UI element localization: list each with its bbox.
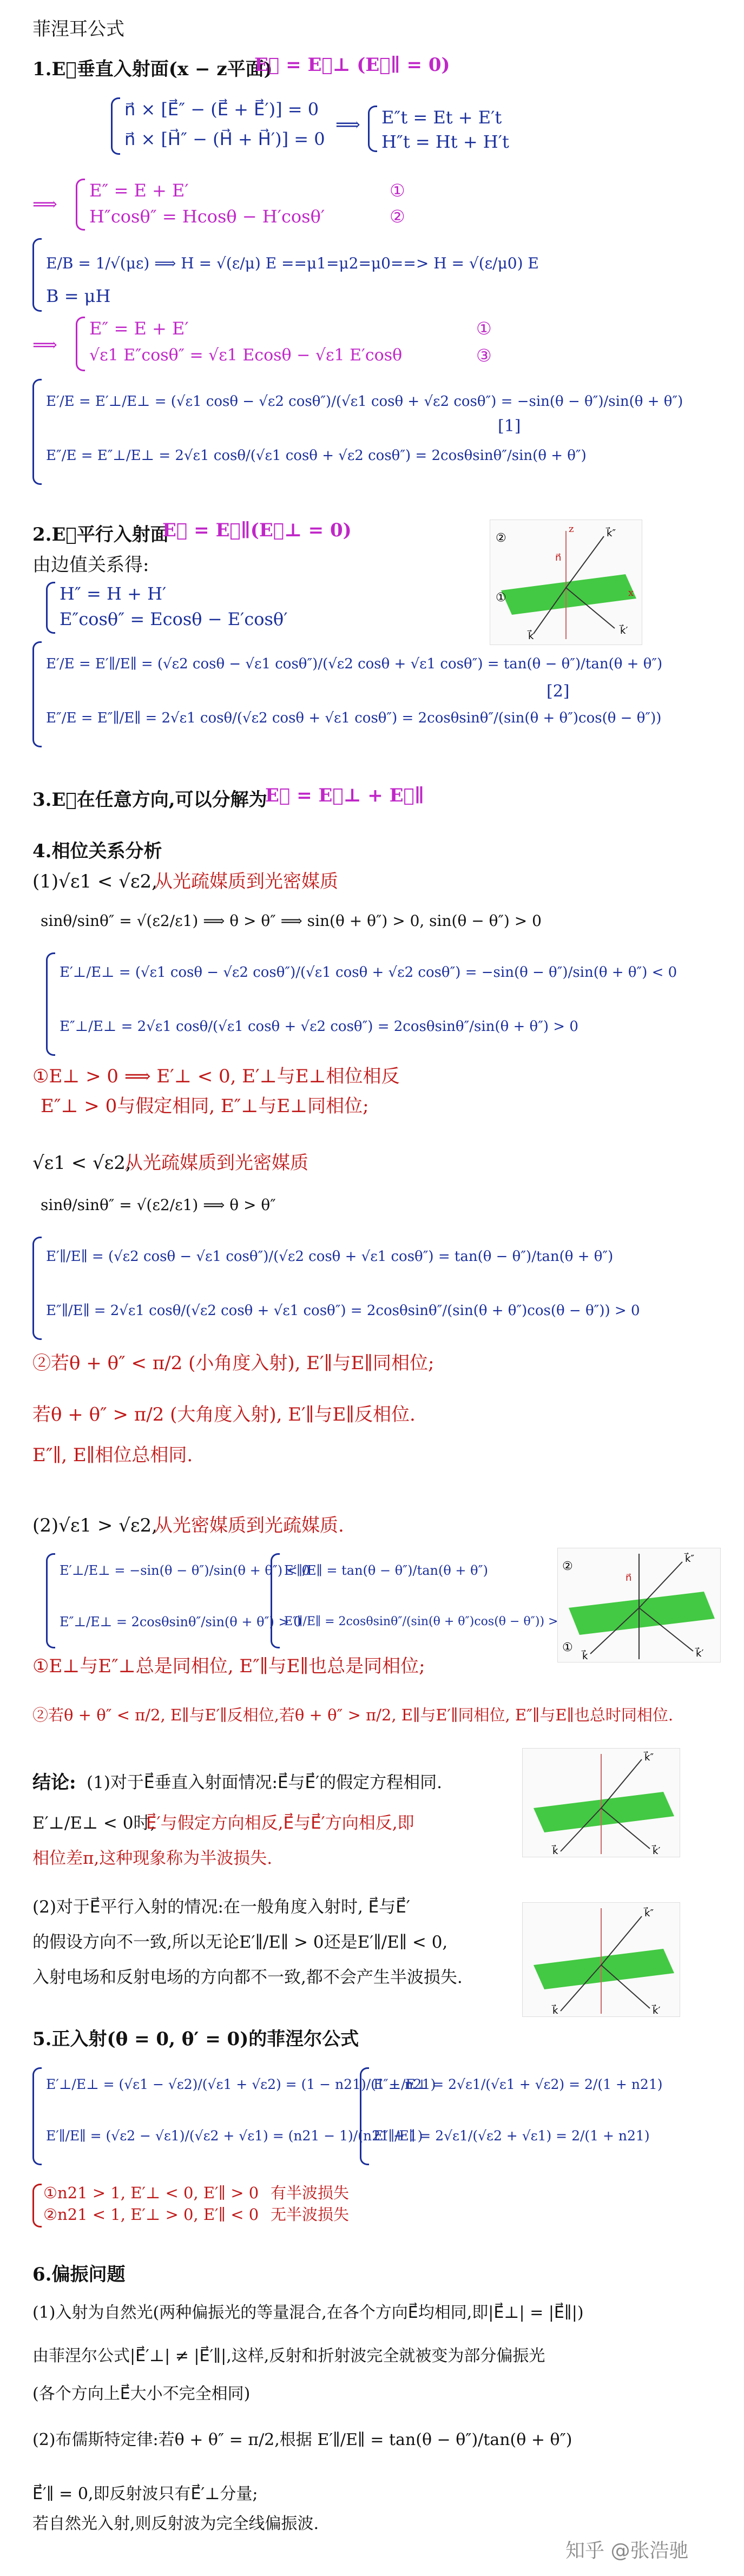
x-axis-label: x	[628, 587, 634, 599]
paragraph: 若自然光入射,则反射波为完全线偏振波.	[32, 2514, 319, 2533]
equation: E″⊥/E⊥ = 2√ε1/(√ε1 + √ε2) = 2/(1 + n21)	[373, 2076, 663, 2092]
fresnel-equation: E′/E = E′∥/E∥ = (√ε2 cosθ − √ε1 cosθ″)/(√ε2 cosθ + √ε1 cosθ″) = tan(θ − θ″)/tan(θ + θ″)	[46, 656, 663, 672]
conclusion-text: (1)对于E⃗垂直入射面情况:E⃗与E⃗′的假定方程相同.	[87, 1773, 443, 1792]
paragraph: (各个方向上E⃗大小不完全相同)	[32, 2384, 251, 2403]
section-3-equation: E⃗ = E⃗⊥ + E⃗∥	[265, 785, 424, 806]
section-5-heading: 5.正入射(θ = 0, θ′ = 0)的菲涅尔公式	[32, 2028, 359, 2050]
note: 无半波损失	[271, 2205, 350, 2224]
equation: H″ = H + H′	[60, 583, 167, 604]
equation: sinθ/sinθ″ = √(ε2/ε1) ⟹ θ > θ″	[41, 1196, 276, 1214]
k1-label: k⃗′	[696, 1648, 704, 1659]
equation: E′∥/E∥ = tan(θ − θ″)/tan(θ + θ″)	[284, 1563, 488, 1578]
equation: E″⊥/E⊥ = 2√ε1 cosθ/(√ε1 cosθ + √ε2 cosθ″) = 2cosθsinθ″/sin(θ + θ″) > 0	[60, 1018, 578, 1035]
section-4-heading: 4.相位关系分析	[32, 840, 162, 862]
note: ①E⊥ > 0 ⟹ E′⊥ < 0, E′⊥与E⊥相位相反	[32, 1066, 400, 1087]
equation: E″⊥/E⊥ = 2cosθsinθ″/sin(θ + θ″) > 0	[60, 1614, 302, 1629]
k1-label: k⃗′	[653, 1845, 661, 1857]
reference-label: [2]	[547, 682, 570, 701]
equation: sinθ/sinθ″ = √(ε2/ε1) ⟹ θ > θ″ ⟹ sin(θ + θ″) > 0, sin(θ − θ″) > 0	[41, 912, 542, 930]
k2-label: k⃗″	[644, 1752, 654, 1763]
reflection-diagram	[522, 1902, 680, 2017]
equation: E′⊥/E⊥ = (√ε1 cosθ − √ε2 cosθ″)/(√ε1 cosθ + √ε2 cosθ″) = −sin(θ − θ″)/sin(θ + θ″) < 0	[60, 964, 677, 981]
brace	[32, 2067, 42, 2165]
medium-1-label: ①	[562, 1641, 573, 1654]
note: 有半波损失	[271, 2184, 350, 2202]
conclusion-label: 结论:	[32, 1772, 76, 1793]
section-2-heading: 2.E⃗平行入射面	[32, 524, 169, 546]
equation-mark: ①	[476, 318, 492, 339]
fresnel-equation: E″/E = E″⊥/E⊥ = 2√ε1 cosθ/(√ε1 cosθ + √ε2 cosθ″) = 2cosθsinθ″/sin(θ + θ″)	[46, 448, 587, 464]
equation: E″t = Et + E′t	[381, 107, 502, 128]
equation: H″t = Ht + H′t	[381, 132, 509, 152]
note: ②若θ + θ″ < π/2, E∥与E′∥反相位,若θ + θ″ > π/2, E∥与E′∥同相位, E″∥与E∥也总时同相位.	[32, 1706, 674, 1724]
normal-label: n⃗	[555, 552, 562, 563]
conclusion-text: 的假设方向不一致,所以无论E′∥/E∥ > 0还是E′∥/E∥ < 0,	[32, 1933, 448, 1952]
equation: E″cosθ″ = Ecosθ − E′cosθ′	[60, 609, 288, 629]
k2-label: k⃗″	[644, 1908, 654, 1919]
section-3-heading: 3.E⃗在任意方向,可以分解为	[32, 789, 267, 811]
equation: H″cosθ″ = Hcosθ − H′cosθ′	[89, 206, 325, 227]
boundary-text: 由边值关系得:	[32, 554, 149, 576]
brace	[32, 2184, 42, 2227]
equation: n⃗ × [H⃗″ − (H⃗ + H⃗′)] = 0	[124, 129, 325, 149]
k2-label: k⃗″	[607, 528, 616, 539]
brace	[111, 97, 120, 155]
equation-mark: ③	[476, 345, 492, 366]
conclusion-text: E⃗′与假定方向相反,E⃗与E⃗′方向相反,即	[146, 1813, 414, 1833]
section-1-condition: E⃗ = E⃗⊥ (E⃗∥ = 0)	[254, 54, 450, 76]
k2-label: k⃗″	[685, 1553, 695, 1565]
note: E″∥, E∥相位总相同.	[32, 1444, 193, 1466]
medium-1-label: ①	[496, 591, 506, 604]
note: ②若θ + θ″ < π/2 (小角度入射), E′∥与E∥同相位;	[32, 1352, 434, 1374]
k-label: k⃗	[552, 2005, 558, 2016]
equation: B = μH	[46, 286, 111, 306]
case-2-note: 从光密媒质到光疏媒质.	[154, 1515, 344, 1536]
equation: E″ = E + E′	[89, 318, 189, 339]
arrow: ⟹	[32, 194, 57, 214]
section-2-condition: E⃗ = E⃗∥(E⃗⊥ = 0)	[162, 520, 352, 541]
equation-mark: ①	[390, 180, 405, 201]
case-note: 从光疏媒质到光密媒质	[124, 1152, 308, 1174]
fresnel-equation: E′/E = E′⊥/E⊥ = (√ε1 cosθ − √ε2 cosθ″)/(√ε1 cosθ + √ε2 cosθ″) = −sin(θ − θ″)/sin(θ + θ″)	[46, 393, 683, 410]
equation: E/B = 1/√(με) ⟹ H = √(ε/μ) E ==μ1=μ2=μ0==> H = √(ε/μ0) E	[46, 254, 539, 272]
brace	[32, 641, 42, 747]
k1-label: k⃗′	[620, 625, 628, 636]
reflection-diagram	[490, 520, 642, 645]
fresnel-equation: E″/E = E″∥/E∥ = 2√ε1 cosθ/(√ε2 cosθ + √ε1 cosθ″) = 2cosθsinθ″/(sin(θ + θ″)cos(θ − θ″))	[46, 710, 662, 726]
conclusion-text: (2)对于E⃗平行入射的情况:在一般角度入射时, E⃗与E⃗′	[32, 1897, 410, 1917]
case-label: √ε1 < √ε2,	[32, 1152, 131, 1174]
k1-label: k⃗′	[653, 2005, 661, 2016]
brace	[76, 179, 85, 231]
equation: E″∥/E∥ = 2√ε1 cosθ/(√ε2 cosθ + √ε1 cosθ″) = 2cosθsinθ″/(sin(θ + θ″)cos(θ − θ″)) > 0	[46, 1303, 640, 1319]
reflection-diagram	[522, 1748, 680, 1857]
brace	[32, 1237, 42, 1340]
paragraph: (1)入射为自然光(两种偏振光的等量混合,在各个方向E⃗均相同,即|E⃗⊥| = |E⃗∥|)	[32, 2303, 584, 2322]
reference-label: [1]	[498, 417, 521, 436]
brace	[32, 238, 42, 312]
note: ①n21 > 1, E′⊥ < 0, E′∥ > 0	[43, 2184, 259, 2202]
brace	[32, 379, 42, 485]
equation: E″ = E + E′	[89, 180, 189, 201]
note: ①E⊥与E″⊥总是同相位, E″∥与E∥也总是同相位;	[32, 1655, 425, 1677]
equation: E″∥/E∥ = 2√ε1/(√ε2 + √ε1) = 2/(1 + n21)	[373, 2128, 650, 2144]
conclusion-text: E′⊥/E⊥ < 0时,	[32, 1813, 156, 1833]
reflection-diagram	[557, 1548, 721, 1662]
note: ②n21 < 1, E′⊥ > 0, E′∥ < 0	[43, 2205, 259, 2224]
medium-2-label: ②	[562, 1560, 573, 1573]
k-label: k⃗	[582, 1651, 588, 1662]
equation: E″∥/E∥ = 2cosθsinθ″/(sin(θ + θ″)cos(θ − θ″)) > 0	[284, 1615, 570, 1628]
paragraph: 由菲涅尔公式|E⃗′⊥| ≠ |E⃗′∥|,这样,反射和折射波完全就被变为部分偏振光	[32, 2347, 545, 2365]
brace	[46, 582, 55, 634]
k-label: k⃗	[552, 1845, 558, 1857]
brace	[46, 952, 55, 1056]
conclusion-text: 相位差π,这种现象称为半波损失.	[32, 1849, 273, 1868]
brace	[76, 317, 85, 371]
conclusion-text: 入射电场和反射电场的方向都不一致,都不会产生半波损失.	[32, 1968, 463, 1987]
case-1-note: 从光疏媒质到光密媒质	[154, 871, 338, 892]
medium-2-label: ②	[496, 531, 506, 545]
note: E″⊥ > 0与假定相同, E″⊥与E⊥同相位;	[41, 1095, 369, 1117]
arrow: ⟹	[32, 334, 57, 355]
equation: √ε1 E″cosθ″ = √ε1 Ecosθ − √ε1 E′cosθ	[89, 346, 403, 365]
arrow: ⟹	[335, 114, 360, 135]
brace	[360, 2067, 369, 2165]
z-axis-label: z	[569, 523, 574, 535]
equation: E′∥/E∥ = (√ε2 − √ε1)/(√ε2 + √ε1) = (n21 − 1)/(n21 + 1)	[46, 2128, 423, 2144]
watermark: 知乎 @张浩驰	[565, 2540, 689, 2562]
section-1-heading: 1.E⃗垂直入射面(x − z平面)	[32, 58, 273, 80]
equation: E′⊥/E⊥ = (√ε1 − √ε2)/(√ε1 + √ε2) = (1 − n21)/(1 + n21)	[46, 2076, 436, 2092]
brace	[46, 1553, 55, 1648]
equation: E′⊥/E⊥ = −sin(θ − θ″)/sin(θ + θ″) < 0	[60, 1563, 310, 1578]
k-label: k⃗	[528, 630, 534, 642]
brace	[271, 1553, 280, 1648]
normal-label: n⃗	[626, 1572, 632, 1583]
section-6-heading: 6.偏振问题	[32, 2264, 126, 2285]
paragraph: (2)布儒斯特定律:若θ + θ″ = π/2,根据 E′∥/E∥ = tan(θ − θ″)/tan(θ + θ″)	[32, 2430, 572, 2449]
note: 若θ + θ″ > π/2 (大角度入射), E′∥与E∥反相位.	[32, 1404, 416, 1425]
case-2-label: (2)√ε1 > √ε2,	[32, 1515, 157, 1536]
equation: E′∥/E∥ = (√ε2 cosθ − √ε1 cosθ″)/(√ε2 cosθ + √ε1 cosθ″) = tan(θ − θ″)/tan(θ + θ″)	[46, 1248, 614, 1265]
page-title: 菲涅耳公式	[32, 18, 124, 40]
equation-mark: ②	[390, 206, 405, 227]
equation: n⃗ × [E⃗″ − (E⃗ + E⃗′)] = 0	[124, 99, 319, 120]
brace	[368, 106, 377, 152]
case-1-label: (1)√ε1 < √ε2,	[32, 871, 157, 892]
paragraph: E⃗′∥ = 0,即反射波只有E⃗′⊥分量;	[32, 2485, 258, 2503]
